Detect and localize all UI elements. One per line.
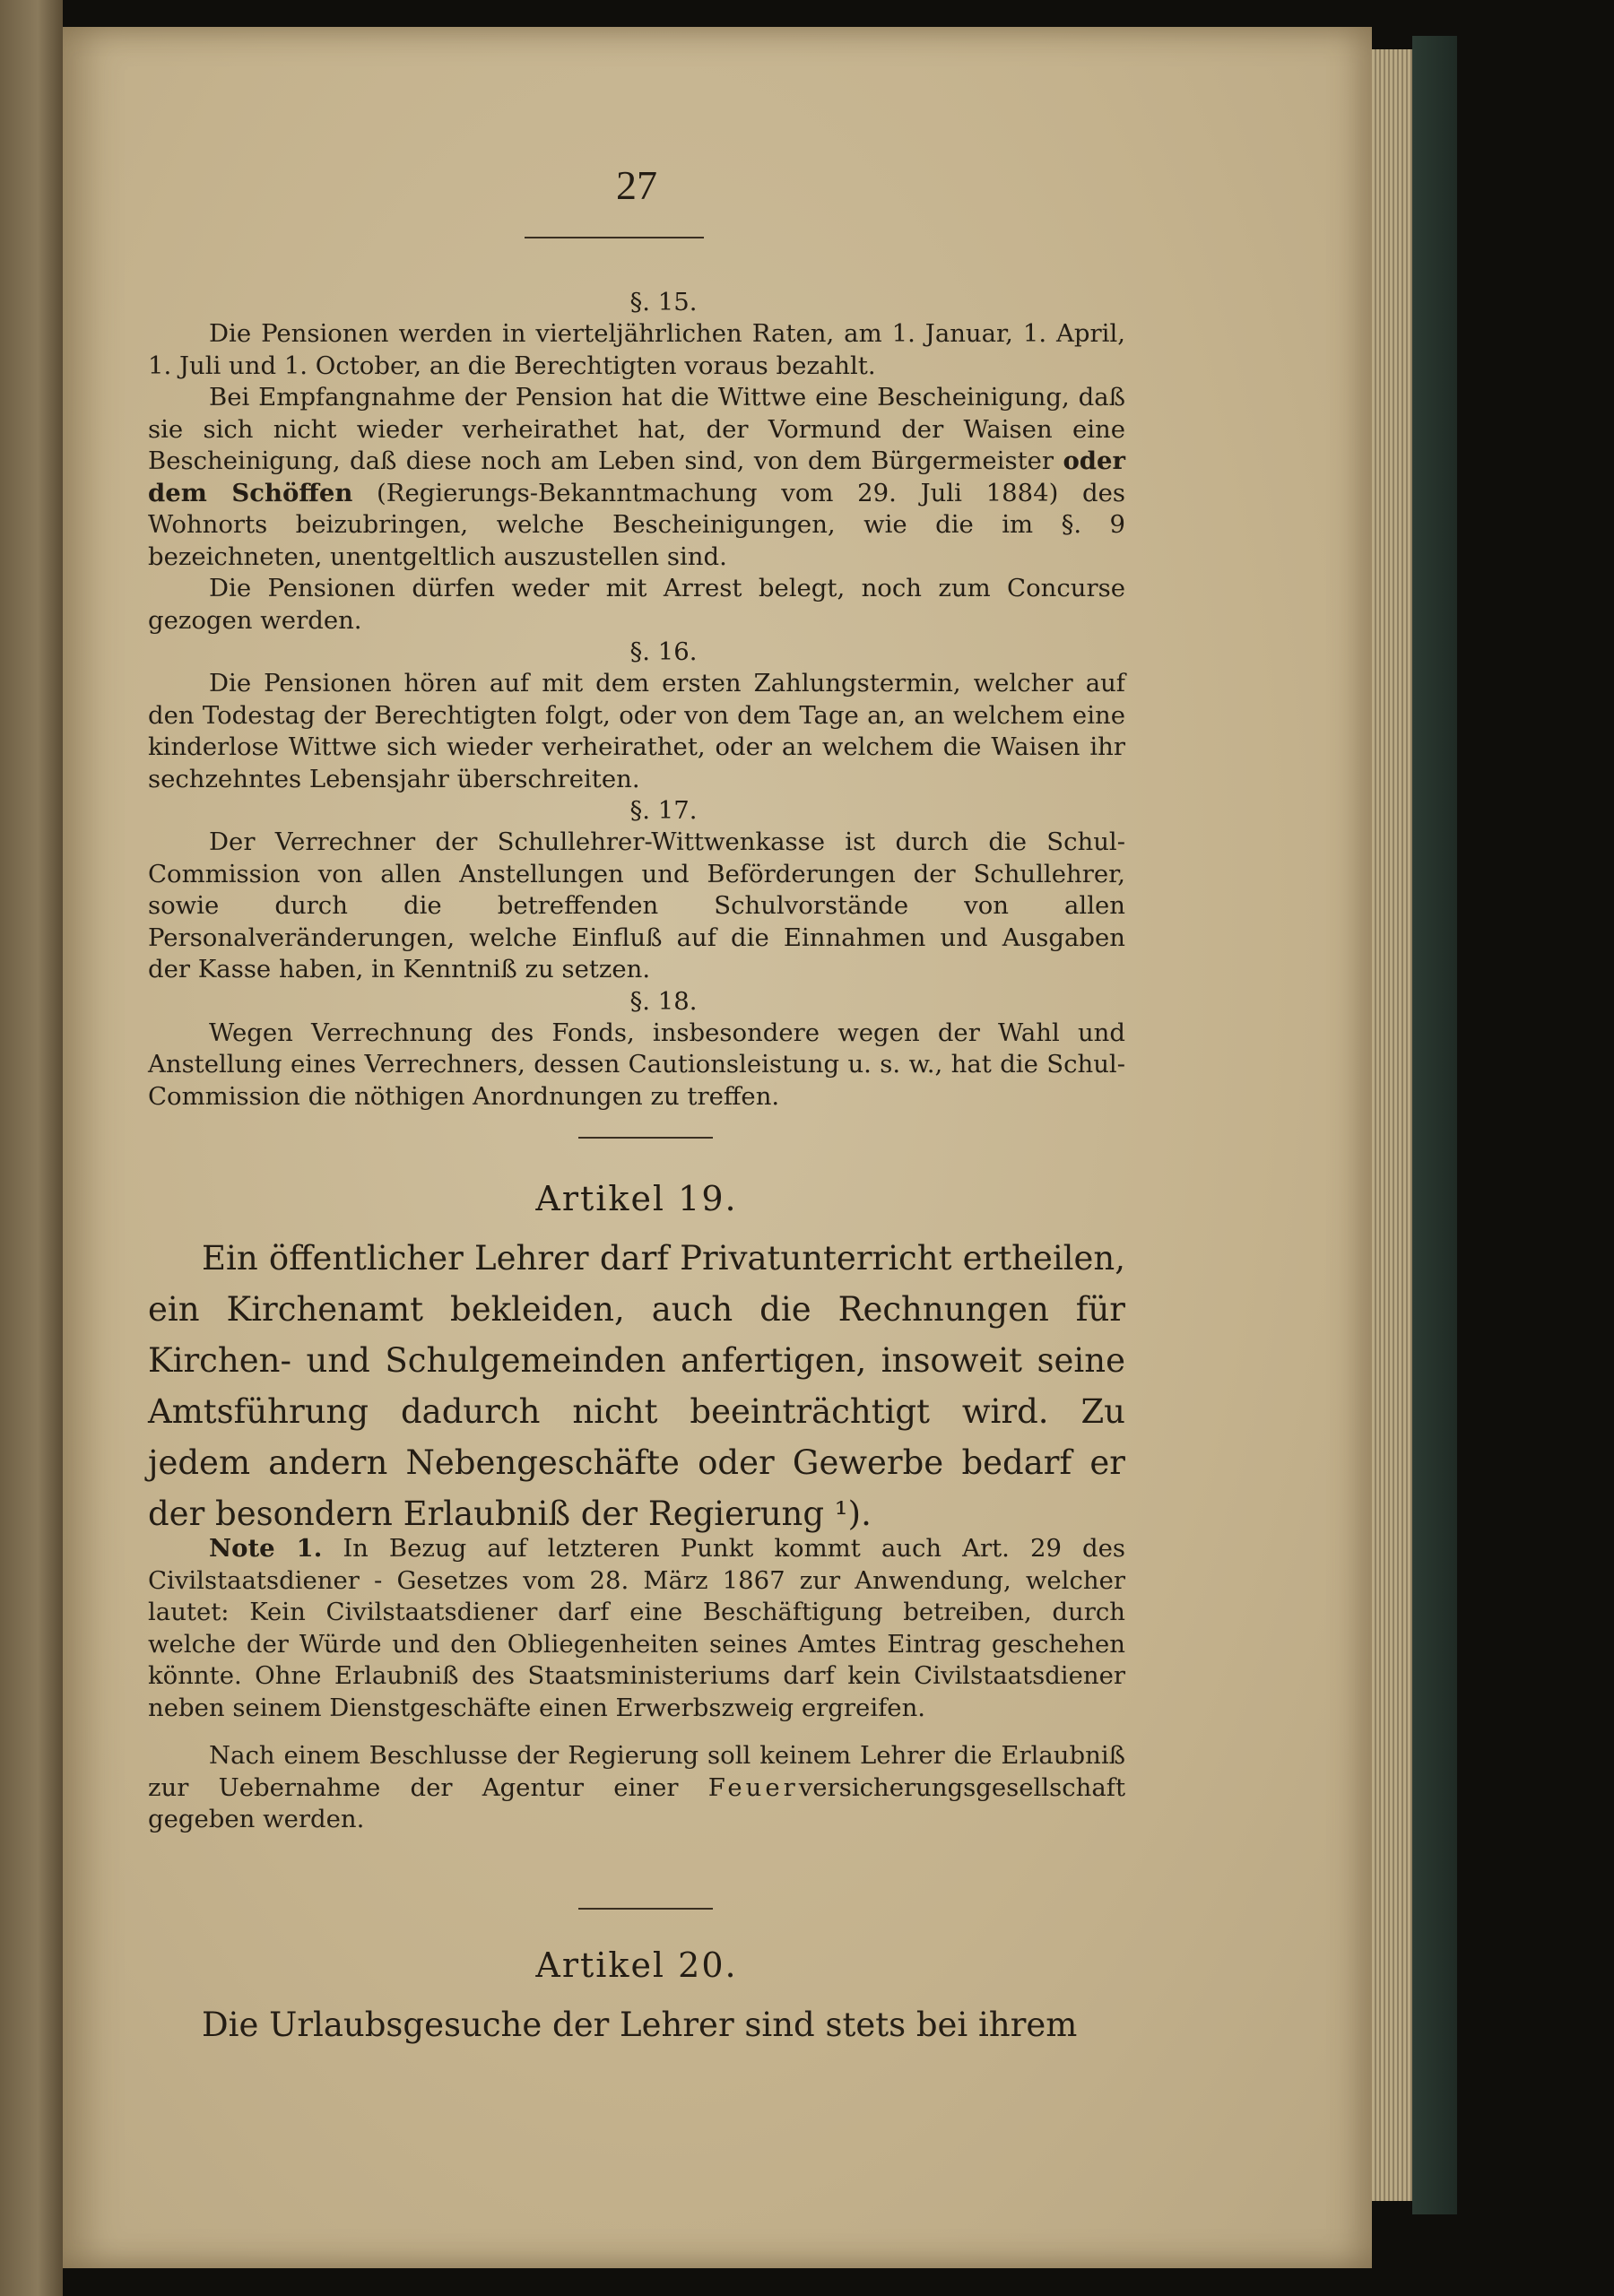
section-15-heading: §. 15. <box>629 288 698 316</box>
section-16-paragraph: Die Pensionen hören auf mit dem ersten Zahlungstermin, welcher auf den Todestag der Berechtigten folgt, oder von dem Tage an, an welchem eine kinderlose Wittwe sich wieder verheirathet, oder an welchem die Waisen ihr sechzehntes Lebensjahr überschreiten. <box>148 669 1125 793</box>
divider-rule-2 <box>578 1908 713 1910</box>
article-19-paragraph: Ein öffentlicher Lehrer darf Privatunterricht ertheilen, ein Kirchenamt bekleiden, auch die Rechnungen für Kirchen- und Schulgemeinden anfertigen, insoweit seine Amtsführung dadurch nicht beeinträchtigt wird. Zu jedem andern Nebengeschäfte oder Gewerbe bedarf er der besondern Erlaubniß der Regierung ¹). <box>148 1239 1125 1533</box>
section-18-paragraph: Wegen Verrechnung des Fonds, insbesondere wegen der Wahl und Anstellung eines Verrechners, dessen Cautionsleistung u. s. w., hat die Schul-Commission die nöthigen Anordnungen zu treffen. <box>148 1018 1125 1111</box>
section-16-heading: §. 16. <box>629 637 698 666</box>
article-20-title: Artikel 20. <box>535 1945 738 1985</box>
page-stack-edges <box>1372 49 1412 2201</box>
note-1: Note 1. In Bezug auf letzteren Punkt kommt auch Art. 29 des Civilstaatsdiener - Gesetzes vom 28. März 1867 zur Anwendung, welcher lautet: Kein Civilstaatsdiener darf eine Beschäftigung betreiben, durch welche der Würde und den Obliegenheiten seines Amtes Eintrag geschehen könnte. Ohne Erlaubniß des Staatsministeriums darf kein Civilstaatsdiener neben seinem Dienstgeschäfte einen Erwerbszweig ergreifen. <box>148 1534 1125 1722</box>
article-20-text <box>148 1999 1125 2050</box>
page-number: 27 <box>616 162 657 208</box>
article-19-title: Artikel 19. <box>535 1179 738 1218</box>
book-cover <box>1412 36 1457 2214</box>
article-19-notes <box>148 1533 1125 1836</box>
emphasis-schoeffen: oder dem Schöffen <box>148 446 1125 507</box>
facing-page-edge <box>0 0 63 2296</box>
header-rule <box>525 237 704 238</box>
spaced-word-feuer: Feuer <box>707 1772 799 1802</box>
note-2: Nach einem Beschlusse der Regierung soll keinem Lehrer die Erlaubniß zur Uebernahme der Agentur einer Feuerversicherungsgesellschaft gegeben werden. <box>148 1741 1125 1833</box>
sections-15-18 <box>148 287 1125 1113</box>
section-17-heading: §. 17. <box>629 796 698 825</box>
section-15-paragraph-1: Die Pensionen werden in vierteljährlichen Raten, am 1. Januar, 1. April, 1. Juli und 1. October, an die Berechtigten voraus bezahlt. <box>148 319 1125 380</box>
section-15-paragraph-3: Die Pensionen dürfen weder mit Arrest belegt, noch zum Concurse gezogen werden. <box>148 574 1125 635</box>
section-18-heading: §. 18. <box>629 986 698 1016</box>
article-19-text <box>148 1233 1125 1539</box>
note-1-label: Note 1. <box>209 1534 323 1563</box>
article-20-paragraph: Die Urlaubsgesuche der Lehrer sind stets bei ihrem <box>202 2006 1078 2044</box>
section-15-paragraph-2: Bei Empfangnahme der Pension hat die Wittwe eine Bescheinigung, daß sie sich nicht wieder verheirathet hat, der Vormund der Waisen eine Bescheinigung, daß diese noch am Leben sind, von dem Bürgermeister oder dem Schöffen (Regierungs-Bekanntmachung vom 29. Juli 1884) des Wohnorts beizubringen, welche Bescheinigungen, wie die im §. 9 bezeichneten, unentgeltlich auszustellen sind. <box>148 383 1125 571</box>
section-17-paragraph: Der Verrechner der Schullehrer-Wittwenkasse ist durch die Schul-Commission von allen Anstellungen und Beförderungen der Schullehrer, sowie durch die betreffenden Schulvorstände von allen Personalveränderungen, welche Einfluß auf die Einnahmen und Ausgaben der Kasse haben, in Kenntniß zu setzen. <box>148 827 1125 983</box>
divider-rule-1 <box>578 1137 713 1139</box>
